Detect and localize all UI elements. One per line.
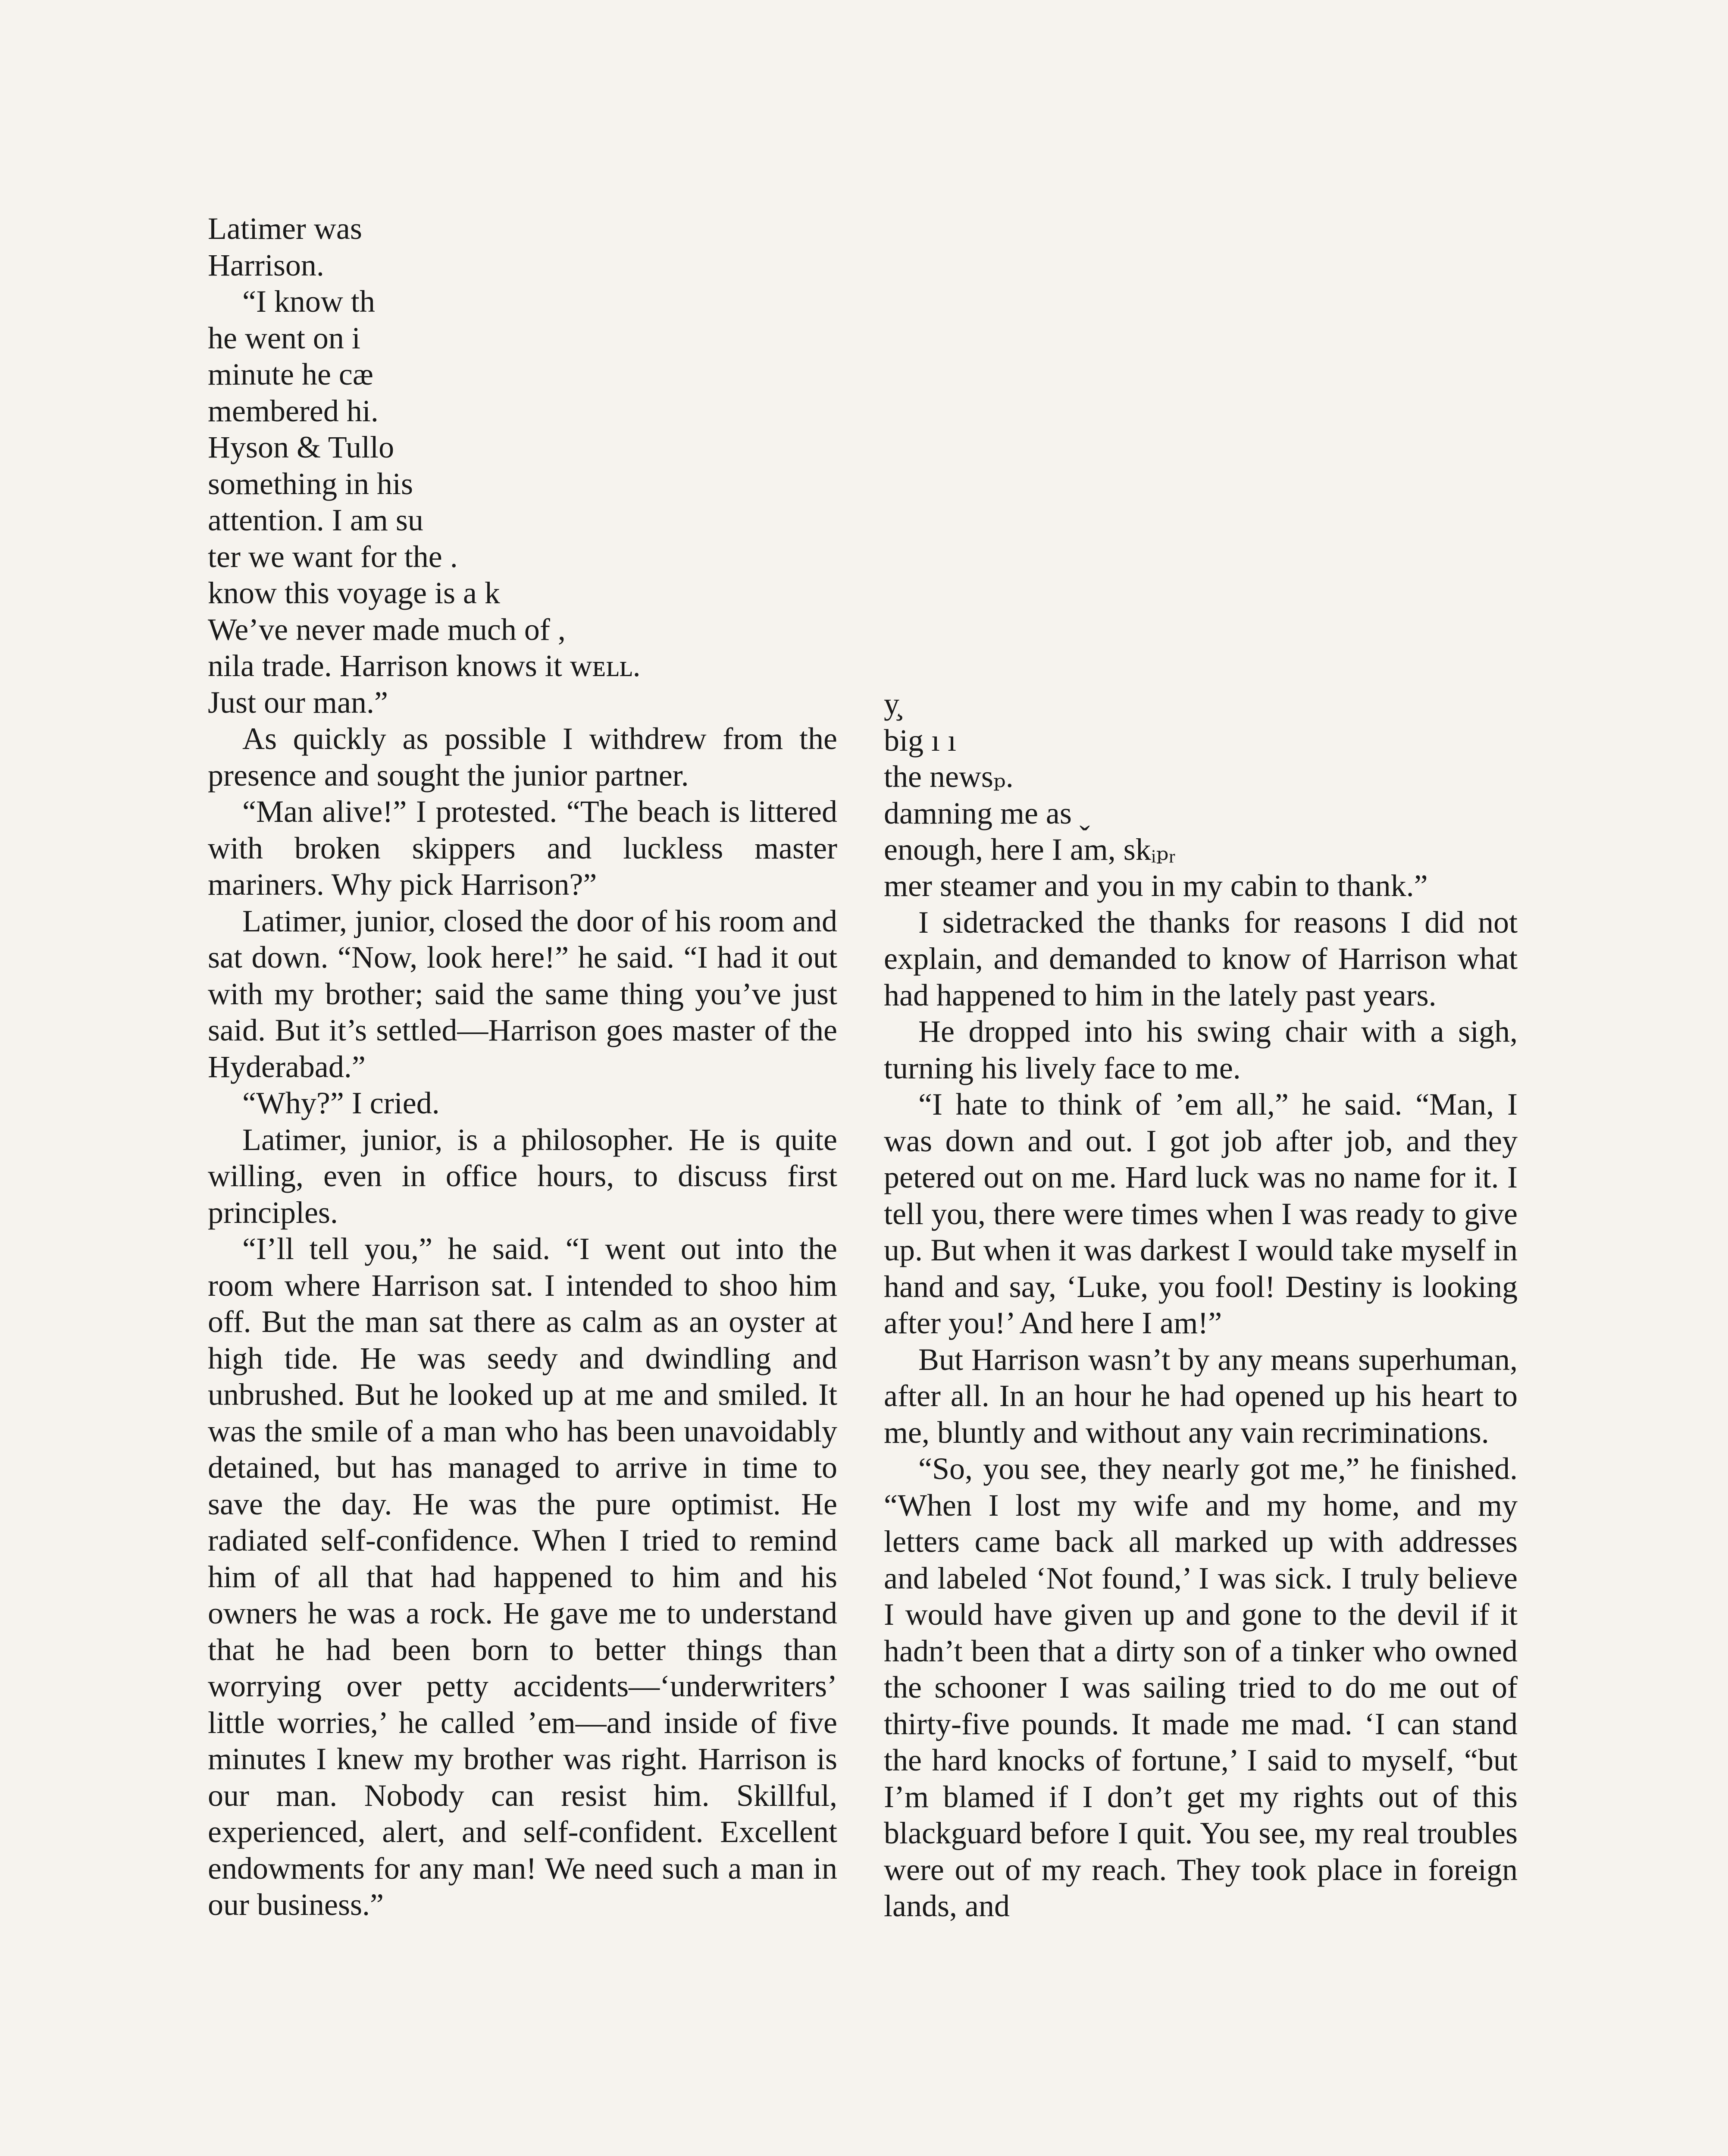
text-line: Latimer was — [208, 211, 362, 246]
paragraph: I sidetracked the thanks for reasons I did not explain, and demanded to know of Harrison what had happened to him in the lately past years. — [884, 905, 1518, 1012]
left-column — [208, 721, 837, 1923]
text-line: know this voyage is a k — [208, 576, 500, 610]
text-line: membered hi. — [208, 393, 379, 428]
text-line: Harrison. — [208, 248, 324, 282]
text-line: something in his — [208, 466, 413, 501]
text-line: enough, here I am, skᵢₚᵣ — [884, 832, 1176, 867]
text-line: nila trade. Harrison knows it wᴇʟʟ. — [208, 649, 641, 683]
text-line: ter we want for the . — [208, 539, 458, 574]
text-line: We’ve never made much of , — [208, 612, 566, 647]
paragraph: He dropped into his swing chair with a sigh, turning his lively face to me. — [884, 1014, 1518, 1085]
paragraph: mer steamer and you in my cabin to thank.” — [884, 868, 1428, 903]
paragraph: Latimer, junior, is a philosopher. He is quite willing, even in office hours, to discuss first principles. — [208, 1122, 837, 1230]
text-line: damning me as ˬ — [884, 796, 1090, 830]
paragraph: But Harrison wasn’t by any means superhuman, after all. In an hour he had opened up his heart to me, bluntly and without any vain recriminations. — [884, 1342, 1518, 1450]
right-column-fragment — [884, 686, 1518, 868]
right-column — [884, 868, 1518, 1924]
paragraph: “Why?” I cried. — [242, 1086, 440, 1120]
paragraph: Latimer, junior, closed the door of his room and sat down. “Now, look here!” he said. “I had it out with my brother; said the same thing you’ve just said. But it’s settled—Harrison goes master of the Hyderabad.” — [208, 903, 837, 1084]
left-column-fragment — [208, 210, 846, 721]
text-line: Just our man.” — [208, 685, 388, 720]
text-line: big ı ı — [884, 723, 957, 758]
paragraph: “I’ll tell you,” he said. “I went out into the room where Harrison sat. I intended to shoo him off. But the man sat there as calm as an oyster at high tide. He was seedy and dwindling and unbrushed. But he looked up at me and smiled. It was the smile of a man who has been unavoidably detained, but has managed to arrive in time to save the day. He was the pure optimist. He radiated self-confidence. When I tried to remind him of all that had happened to him and his owners he was a rock. He gave me to understand that he had been born to better things than worrying over petty accidents—‘underwriters’ little worries,’ he called ’em—and inside of five minutes I knew my brother was right. Harrison is our man. Nobody can resist him. Skillful, experienced, alert, and self-confident. Excellent endowments for any man! We need such a man in our business.” — [208, 1232, 837, 1922]
text-line: he went on i — [208, 320, 360, 355]
paragraph: As quickly as possible I withdrew from the presence and sought the junior partner. — [208, 721, 837, 793]
paragraph: “I hate to think of ’em all,” he said. “Man, I was down and out. I got job after job, and they petered out on me. Hard luck was no name for it. I tell you, there were times when I was ready to give up. But when it was darkest I would take myself in hand and say, ‘Luke, you fool! Destiny is looking after you!’ And here I am!” — [884, 1087, 1518, 1340]
text-line: attention. I am su — [208, 503, 423, 537]
paragraph: “So, you see, they nearly got me,” he finished. “When I lost my wife and my home, and my letters came back all marked up with addresses and labeled ‘Not found,’ I was sick. I truly believe I would have given up and gone to the devil if it hadn’t been that a dirty son of a tinker who owned the schooner I was sailing tried to do me out of thirty-five pounds. It made me mad. ‘I can stand the hard knocks of fortune,’ I said to myself, “but I’m blamed if I don’t get my rights out of this blackguard before I quit. You see, my real troubles were out of my reach. They took place in foreign lands, and — [884, 1451, 1518, 1923]
paragraph: “Man alive!” I protested. “The beach is littered with broken skippers and luckless master mariners. Why pick Harrison?” — [208, 794, 837, 902]
text-line: Hyson & Tullo — [208, 430, 394, 464]
text-line: y̧ — [884, 686, 899, 721]
text-line: the newsₚ. — [884, 759, 1014, 794]
text-line: “I know th — [242, 284, 375, 319]
text-line: minute he cæ — [208, 357, 373, 392]
